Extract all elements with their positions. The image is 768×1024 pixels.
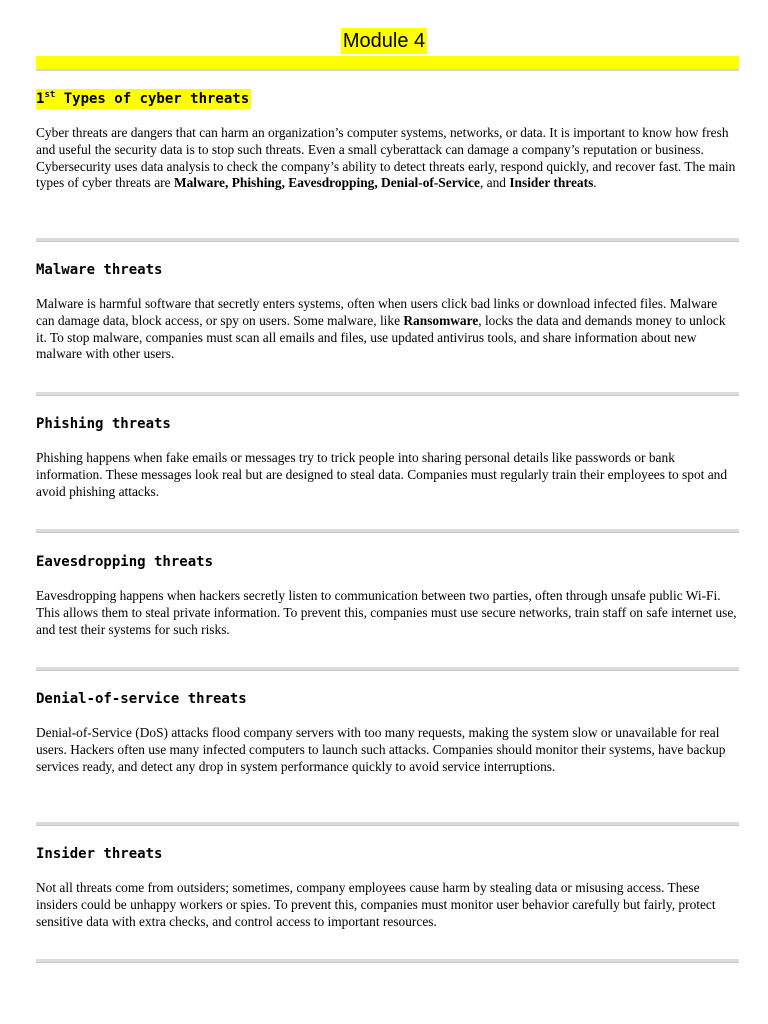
intro-bold-2: Insider threats	[509, 175, 594, 191]
section-heading-dos: Denial-of-service threats	[36, 691, 247, 707]
phishing-paragraph: Phishing happens when fake emails or messages try to trick people into sharing personal details like passwords or bank information. These messages look real but are designed to steal data. Companies must regularly train their employees to spot and avoid phishing attacks.	[36, 450, 728, 499]
section-insider	[36, 845, 739, 930]
eavesdropping-paragraph: Eavesdropping happens when hackers secretly listen to communication between two parties, often through unsafe public Wi-Fi. This allows them to steal private information. To prevent this, companies must use secure networks, train staff on safe internet use, and test their systems for such risks.	[36, 588, 737, 637]
dos-paragraph: Denial-of-Service (DoS) attacks flood company servers with too many requests, making the system slow or unavailable for real users. Hackers often use many infected computers to launch such attacks. Companies should monitor their systems, have backup services ready, and detect any drop in system performance quickly to avoid service interruptions.	[36, 725, 726, 774]
section-divider	[36, 959, 739, 963]
malware-text-2: , locks the data and demands money to unlock it. To stop malware, companies must scan all emails and files, use updated antivirus tools, and share information about new malware with other users.	[36, 312, 726, 362]
title-highlight-bar	[36, 56, 739, 69]
section-heading-types	[36, 89, 251, 109]
malware-bold-1: Ransomware	[403, 312, 479, 328]
intro-paragraph	[36, 125, 739, 192]
section-heading-insider: Insider threats	[36, 846, 163, 862]
section-eavesdropping	[36, 553, 739, 638]
malware-text-1: Malware is harmful software that secretly enters systems, often when users click bad links or download infected files. Malware can damage data, block access, or spy on users. Some malware, like	[36, 296, 718, 328]
intro-text-1: Cyber threats are dangers that can harm an organization’s computer systems, networks, or data. It is important to know how fresh and useful the security data is to stop such threats. Even a small cyberattack can damage a company’s reputation or business. Cybersecurity uses data analysis to check the company’s ability to detect threats early, respond quickly, and recover fast. The main types of cyber threats are	[36, 125, 736, 191]
section-heading-malware: Malware threats	[36, 262, 163, 278]
insider-paragraph: Not all threats come from outsiders; sometimes, company employees cause harm by stealing data or misusing access. These insiders could be unhappy workers or spies. To prevent this, companies must monitor user behavior carefully but fairly, protect sensitive data with extra checks, and control access to important resources.	[36, 880, 716, 929]
section-divider	[36, 238, 739, 242]
intro-bold-1: Malware, Phishing, Eavesdropping, Denial-of-Service	[173, 175, 480, 191]
section-divider	[36, 667, 739, 671]
title-divider	[36, 69, 739, 71]
intro-text-2: , and	[479, 175, 510, 191]
section-heading-eavesdropping: Eavesdropping threats	[36, 554, 214, 570]
section-heading-phishing: Phishing threats	[36, 416, 171, 432]
heading-ordinal: st	[44, 90, 56, 100]
malware-paragraph	[36, 296, 739, 363]
heading-number: 1	[36, 91, 45, 107]
section-divider	[36, 392, 739, 396]
section-phishing	[36, 415, 739, 500]
section-dos	[36, 690, 739, 775]
title-wrap	[0, 28, 768, 54]
section-intro	[36, 89, 739, 192]
section-malware	[36, 261, 739, 363]
section-divider	[36, 822, 739, 826]
module-title: Module 4	[342, 30, 426, 52]
heading-text: Types of cyber threats	[55, 91, 250, 107]
intro-text-3: .	[593, 175, 597, 191]
section-divider	[36, 529, 739, 533]
